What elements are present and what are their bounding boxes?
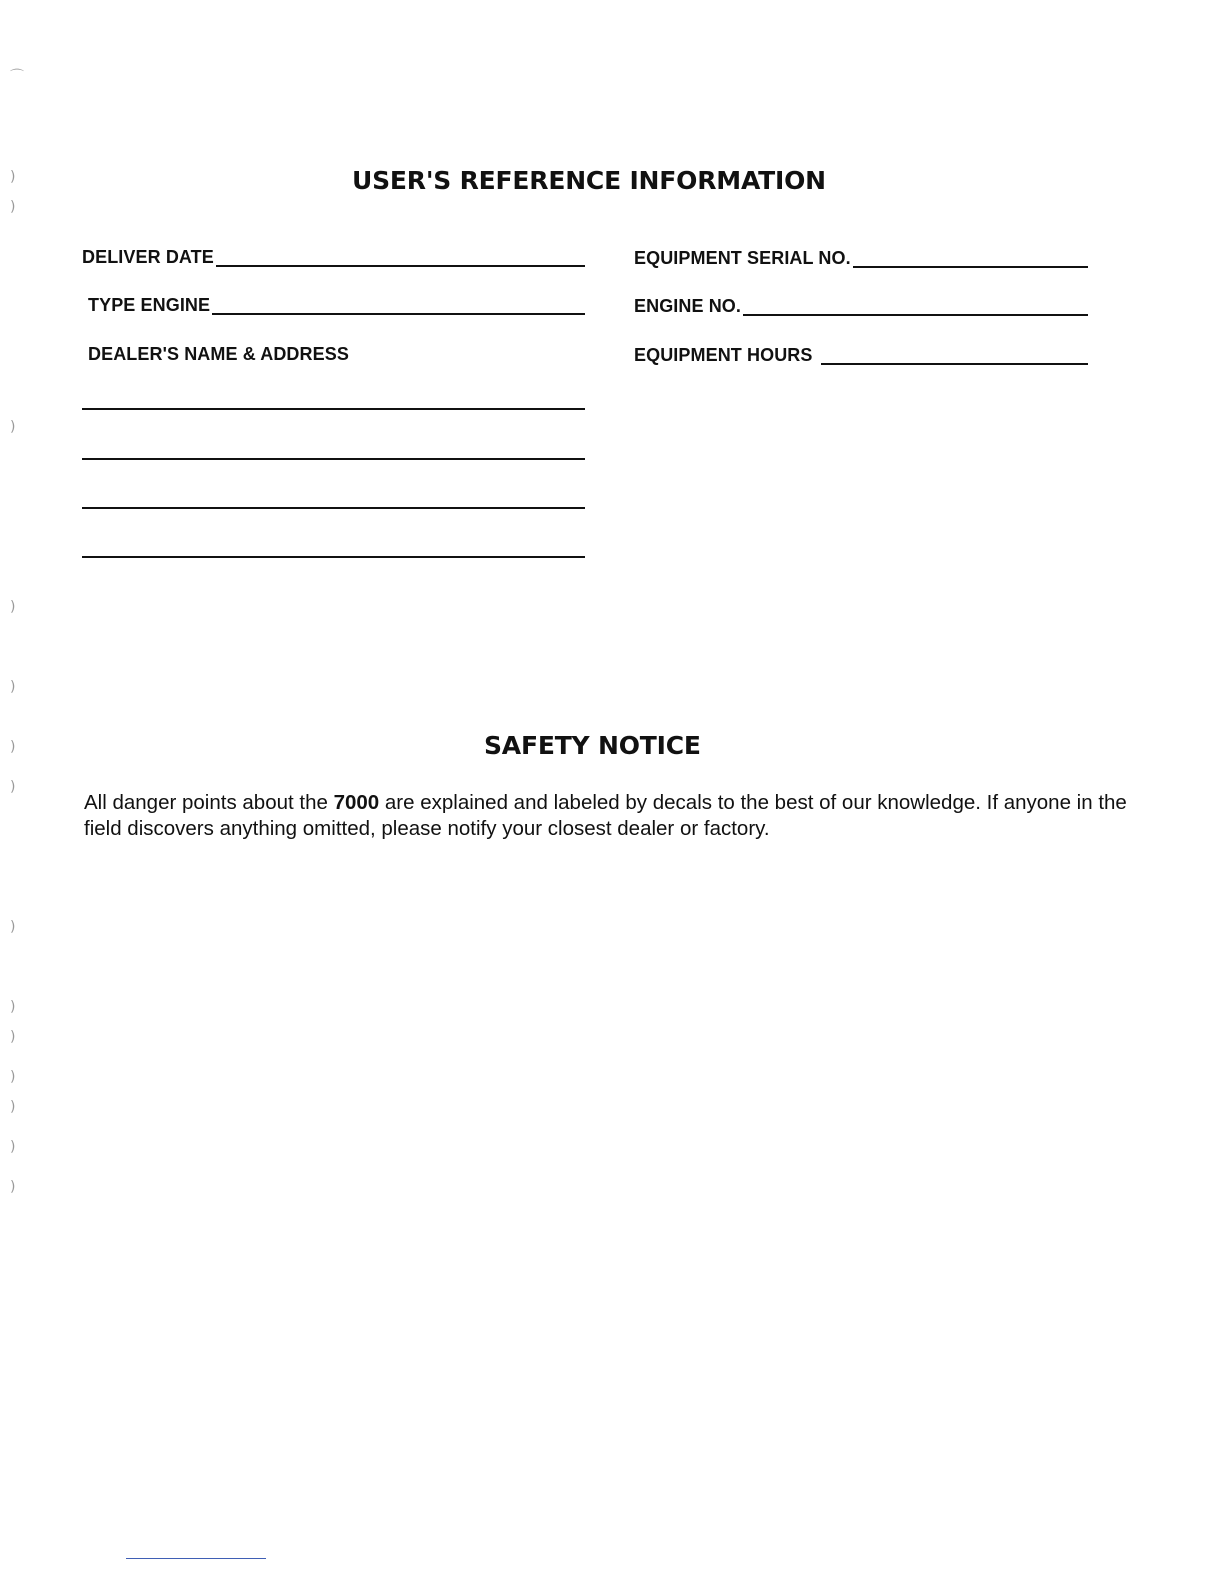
equipment-serial-no-line[interactable] bbox=[853, 265, 1088, 268]
type-engine-field[interactable] bbox=[88, 289, 585, 315]
equipment-serial-no-field[interactable] bbox=[634, 242, 1088, 268]
dealer-address-line-3[interactable] bbox=[82, 507, 585, 509]
deliver-date-label: DELIVER DATE bbox=[82, 247, 214, 267]
dealers-name-address-field bbox=[88, 338, 585, 364]
safety-text-body: are explained and labeled by decals to the best of our knowledge. If anyone in the field discovers anything omitted, please notify your closest dealer or factory. bbox=[84, 791, 1127, 840]
engine-no-label: ENGINE NO. bbox=[634, 296, 742, 316]
deliver-date-line[interactable] bbox=[216, 264, 585, 267]
safety-notice-text bbox=[84, 790, 1144, 842]
footer-rule bbox=[126, 1558, 266, 1559]
reference-title: USER'S REFERENCE INFORMATION bbox=[352, 166, 826, 195]
equipment-serial-no-label: EQUIPMENT SERIAL NO. bbox=[634, 248, 851, 268]
binding-edge-marks: ⌒ ) ) ) ) ) ) ) ) ) ) ) ) ) ) bbox=[10, 69, 24, 1195]
equipment-hours-line[interactable] bbox=[821, 362, 1088, 365]
type-engine-label: TYPE ENGINE bbox=[88, 295, 211, 315]
equipment-hours-field[interactable] bbox=[634, 339, 1088, 365]
dealers-name-address-label: DEALER'S NAME & ADDRESS bbox=[88, 344, 349, 364]
safety-notice-title: SAFETY NOTICE bbox=[484, 731, 701, 760]
equipment-hours-label: EQUIPMENT HOURS bbox=[634, 345, 813, 365]
deliver-date-field[interactable] bbox=[82, 241, 585, 267]
model-number: 7000 bbox=[333, 791, 380, 814]
safety-text-intro: All danger points about the bbox=[84, 791, 334, 814]
dealer-address-line-4[interactable] bbox=[82, 556, 585, 558]
dealer-address-line-1[interactable] bbox=[82, 408, 585, 410]
engine-no-field[interactable] bbox=[634, 290, 1088, 316]
dealer-address-line-2[interactable] bbox=[82, 458, 585, 460]
type-engine-line[interactable] bbox=[212, 312, 585, 315]
engine-no-line[interactable] bbox=[743, 313, 1088, 316]
